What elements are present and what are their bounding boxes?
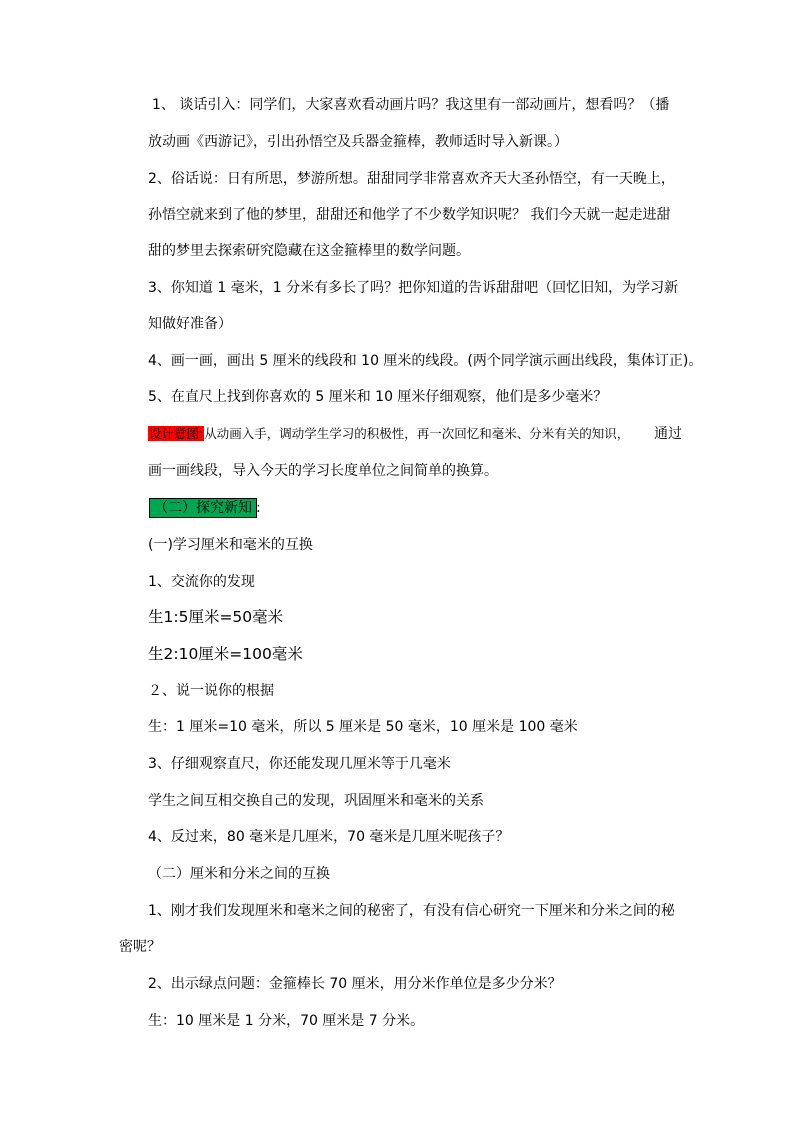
design-intent-label: 设计意图: [149, 426, 204, 441]
paragraph-2-line-1: 2、俗话说：日有所思，梦游所想。甜甜同学非常喜欢齐天大圣孙悟空，有一天晚上， [148, 171, 675, 187]
step-3: 3、仔细观察直尺，你还能发现几厘米等于几毫米 [148, 756, 451, 772]
design-intent-tail: 通过 [654, 426, 682, 442]
design-intent-line-2: 画一画线段，导入今天的学习长度单位之间简单的换算。 [148, 463, 498, 479]
section-2-label: （二）探究新知 [150, 499, 256, 517]
paragraph-1-line-2: 放动画《西游记》，引出孙悟空及兵器金箍棒，教师适时导入新课。） [148, 134, 568, 150]
subsection-2-heading: （二）厘米和分米之间的互换 [148, 866, 330, 882]
subsection-1-heading: (一)学习厘米和毫米的互换 [148, 537, 313, 553]
paragraph-5: 5、在直尺上找到你喜欢的 5 厘米和 10 厘米仔细观察，他们是多少毫米？ [148, 389, 608, 405]
design-intent-line-1 [148, 424, 629, 444]
part-2-step-1-line-1: 1、刚才我们发现厘米和毫米之间的秘密了，有没有信心研究一下厘米和分米之间的秘 [148, 903, 675, 919]
part-2-step-2-answer: 生：10 厘米是 1 分米，70 厘米是 7 分米。 [148, 1013, 425, 1029]
section-2-colon: : [256, 500, 261, 516]
step-4: 4、反过来，80 毫米是几厘米，70 毫米是几厘米呢孩子？ [148, 829, 510, 845]
design-intent-text: 从动画入手，调动学生学习的积极性，再一次回忆和毫米、分米有关的知识， [204, 426, 630, 441]
step-2-answer: 生：1 厘米=10 毫米，所以 5 厘米是 50 毫米，10 厘米是 100 毫米 [148, 719, 578, 735]
paragraph-2-line-2: 孙悟空就来到了他的梦里，甜甜还和他学了不少数学知识呢？ 我们今天就一起走进甜 [148, 207, 671, 223]
student-2-answer: 生2:10厘米=100毫米 [148, 645, 303, 663]
section-2-heading [150, 498, 261, 518]
paragraph-3-line-1: 3、你知道 1 毫米，1 分米有多长了吗？把你知道的告诉甜甜吧（回忆旧知，为学习新 [148, 280, 679, 296]
part-2-step-2: 2、出示绿点问题：金箍棒长 70 厘米，用分米作单位是多少分米？ [148, 976, 562, 992]
paragraph-3-line-2: 知做好准备） [148, 316, 232, 332]
student-1-answer: 生1:5厘米=50毫米 [148, 608, 284, 626]
step-3-detail: 学生之间互相交换自己的发现，巩固厘米和毫米的关系 [148, 793, 484, 809]
paragraph-1-line-1: 1、 谈话引入：同学们，大家喜欢看动画片吗？我这里有一部动画片，想看吗？（播 [152, 97, 670, 113]
step-1: 1、交流你的发现 [148, 574, 255, 590]
paragraph-2-line-3: 甜的梦里去探索研究隐藏在这金箍棒里的数学问题。 [148, 243, 470, 259]
step-2: ２、说一说你的根据 [148, 683, 274, 699]
part-2-step-1-line-2: 密呢？ [119, 939, 161, 955]
paragraph-4: 4、画一画，画出 5 厘米的线段和 10 厘米的线段。(两个同学演示画出线段，集体订正)。 [148, 353, 703, 369]
